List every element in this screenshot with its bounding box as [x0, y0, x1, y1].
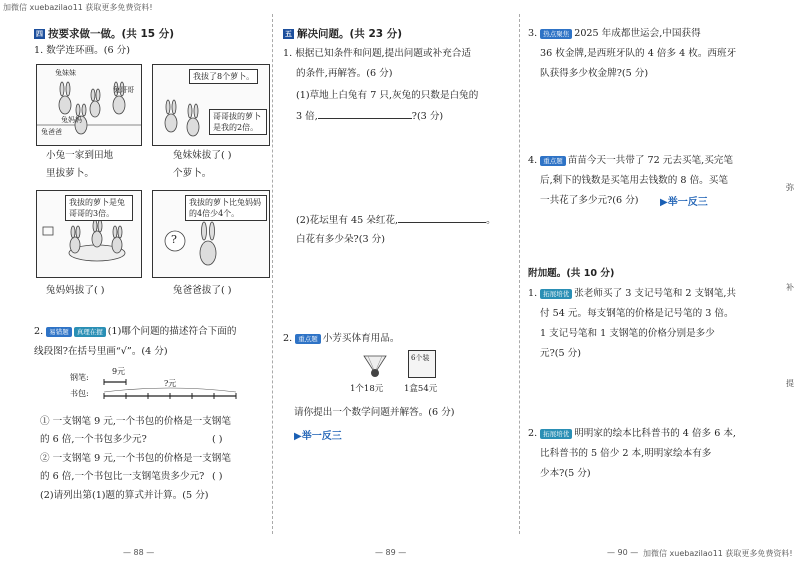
option-2-answer-paren[interactable]: ( )	[212, 471, 223, 482]
shuttlecock-box-icon	[408, 350, 436, 378]
b2-number: 2.	[528, 428, 538, 439]
comic-panel-4	[152, 190, 270, 278]
seg-pen-label: 钢笔:	[70, 373, 89, 382]
section-5-title: 解决问题。(共 23 分)	[297, 28, 403, 40]
q2-text1: (1)哪个问题的描述符合下面的	[107, 326, 237, 337]
caption-1a: 小兔一家到田地	[46, 150, 114, 161]
s5-q1-2-line2: 白花有多少朵?(3 分)	[296, 234, 385, 245]
b1-text-a: 张老师买了 3 支记号笔和 2 支钢笔,共	[574, 288, 736, 299]
s5-q2-number: 2.	[283, 333, 293, 344]
s5-q1-1-blank[interactable]	[318, 108, 412, 119]
q4-extend-link[interactable]: ▶举一反三	[660, 197, 708, 208]
b1-line2: 付 54 元。每支钢笔的价格是记号笔的 3 倍。	[540, 308, 734, 319]
label-rabbit-father: 兔爸爸	[41, 128, 62, 136]
badminton-icon	[360, 352, 390, 378]
q3-number: 3.	[528, 28, 538, 39]
q4-text-a: 苗苗今天一共带了 72 元去买笔,买完笔	[567, 155, 733, 166]
s5-q1-1-pre: 3 倍,	[296, 111, 318, 122]
option-1b: 的 6 倍,一个书包多少元?	[40, 434, 147, 445]
q2-line2: 线段图?在括号里画“√”。(4 分)	[34, 346, 168, 357]
b1-line4: 元?(5 分)	[540, 348, 581, 359]
watermark-bottom: 加微信 xuebazilao11 获取更多免费资料!	[643, 549, 793, 558]
b1-line3: 1 支记号笔和 1 支钢笔的价格分别是多少	[540, 328, 715, 339]
bonus-title: 附加题。(共 10 分)	[528, 268, 615, 279]
label-rabbit-brother: 兔哥哥	[113, 86, 134, 94]
q1-title: 1. 数学连环画。(6 分)	[34, 45, 130, 56]
section-5-number: 五	[285, 30, 292, 38]
b2-text-a: 明明家的绘本比科普书的 4 倍多 6 本,	[574, 428, 736, 439]
seg-bag-label: 书包:	[70, 389, 89, 398]
box-label: 6个装	[411, 354, 430, 362]
b1-number: 1.	[528, 288, 538, 299]
option-1-answer-paren[interactable]: ( )	[212, 434, 223, 445]
column-divider-2	[519, 14, 520, 534]
q2-part2: (2)请列出第(1)题的算式并计算。(5 分)	[40, 490, 209, 501]
speech-bubble-mother: 我拔的萝卜是兔哥哥的3倍。	[65, 195, 133, 221]
side-char-1: 弥	[786, 183, 794, 192]
s5-q2-tag: 重点题	[295, 334, 321, 344]
b2-line1	[528, 426, 736, 443]
question-mark: ?	[171, 233, 177, 246]
item2-price: 1盒54元	[404, 384, 438, 394]
caption-2b: 个萝卜。	[173, 168, 212, 179]
q3-line3: 队获得多少枚金牌?(5 分)	[540, 68, 649, 79]
q2-number: 2.	[34, 326, 44, 337]
segment-diagram	[68, 367, 248, 410]
comic-panel-3	[36, 190, 142, 278]
seg-pen-value: 9元	[112, 367, 126, 376]
s5-q2-line2: 请你提出一个数学问题并解答。(6 分)	[294, 407, 455, 418]
s5-q2-line1	[283, 331, 399, 348]
column-divider-1	[272, 14, 273, 534]
q3-tag: 热点聚焦	[540, 29, 572, 39]
watermark-top: 加微信 xuebazilao11 获取更多免费资料!	[3, 3, 153, 12]
b1-line1	[528, 286, 736, 303]
speech-bubble-brother: 哥哥拔的萝卜是我的2倍。	[209, 109, 267, 135]
b2-line2: 比科普书的 5 倍少 2 本,明明家绘本有多	[540, 448, 712, 459]
q3-text-a: 2025 年成都世运会,中国获得	[574, 28, 701, 39]
q3-line2: 36 枚金牌,是西班牙队的 4 倍多 4 枚。西班牙	[540, 48, 737, 59]
s5-q1-1-line1: (1)草地上白兔有 7 只,灰兔的只数是白兔的	[296, 90, 479, 101]
s5-q2-extend-link[interactable]: ▶举一反三	[294, 431, 342, 442]
s5-q1-line2: 的条件,再解答。(6 分)	[296, 68, 393, 79]
side-char-2: 补	[786, 283, 794, 292]
page-number-right: — 90 —	[607, 548, 639, 557]
b1-tag: 拓展培优	[540, 289, 572, 299]
speech-bubble-sister: 我拔了8个萝卜。	[189, 69, 258, 84]
comic-panel-1	[36, 64, 142, 146]
option-1a: ① 一支钢笔 9 元,一个书包的价格是一支钢笔	[40, 416, 231, 427]
q2-tag-error-prone: 易错题	[46, 327, 72, 337]
seg-bag-value: ?元	[164, 379, 177, 388]
segment-lines	[68, 370, 248, 410]
q4-line2: 后,剩下的钱数是买笔用去钱数的 8 倍。买笔	[540, 175, 728, 186]
caption-4: 兔爸爸拔了( )	[173, 285, 232, 296]
q4-line1	[528, 153, 733, 170]
q4-number: 4.	[528, 155, 538, 166]
comic-panel-2	[152, 64, 270, 146]
caption-1b: 里拔萝卜。	[46, 168, 94, 179]
section-4-header	[34, 26, 174, 41]
q4-line3: 一共花了多少元?(6 分)	[540, 195, 639, 206]
s5-q1-line1: 1. 根据已知条件和问题,提出问题或补充合适	[283, 48, 471, 59]
q4-tag: 重点题	[540, 156, 566, 166]
s5-q1-2-blank[interactable]	[398, 212, 486, 223]
option-2a: ② 一支钢笔 9 元,一个书包的价格是一支钢笔	[40, 453, 231, 464]
s5-q2-text: 小芳买体育用品。	[322, 333, 400, 344]
q3-line1	[528, 26, 701, 43]
option-2b: 的 6 倍,一个书包比一支钢笔贵多少元?	[40, 471, 205, 482]
side-char-3: 提	[786, 379, 794, 388]
page-number-left: — 88 —	[123, 548, 155, 557]
s5-q1-1-post: ?(3 分)	[411, 111, 444, 122]
caption-2a: 兔妹妹拔了( )	[173, 150, 232, 161]
item1-price: 1个18元	[350, 384, 384, 394]
q2-line1	[34, 324, 236, 341]
section-5-header	[283, 26, 402, 41]
label-rabbit-mother: 兔妈妈	[61, 116, 82, 124]
b2-tag: 拓展培优	[540, 429, 572, 439]
s5-q1-2-line1	[296, 212, 496, 230]
s5-q1-1-line2	[296, 108, 443, 126]
s5-q1-2-pre: (2)花坛里有 45 朵红花,	[296, 215, 399, 226]
speech-bubble-father: 我拔的萝卜比兔妈妈的4倍少4个。	[185, 195, 267, 221]
b2-line3: 少本?(5 分)	[540, 468, 591, 479]
section-4-number: 四	[36, 30, 43, 38]
label-rabbit-sister: 兔妹妹	[55, 69, 76, 77]
section-4-title: 按要求做一做。(共 15 分)	[48, 28, 175, 40]
caption-3: 兔妈妈拔了( )	[46, 285, 105, 296]
q2-tag-truth: 真理在握	[74, 327, 106, 337]
s5-q1-2-post: 。	[486, 215, 496, 226]
page-number-middle: — 89 —	[375, 548, 407, 557]
